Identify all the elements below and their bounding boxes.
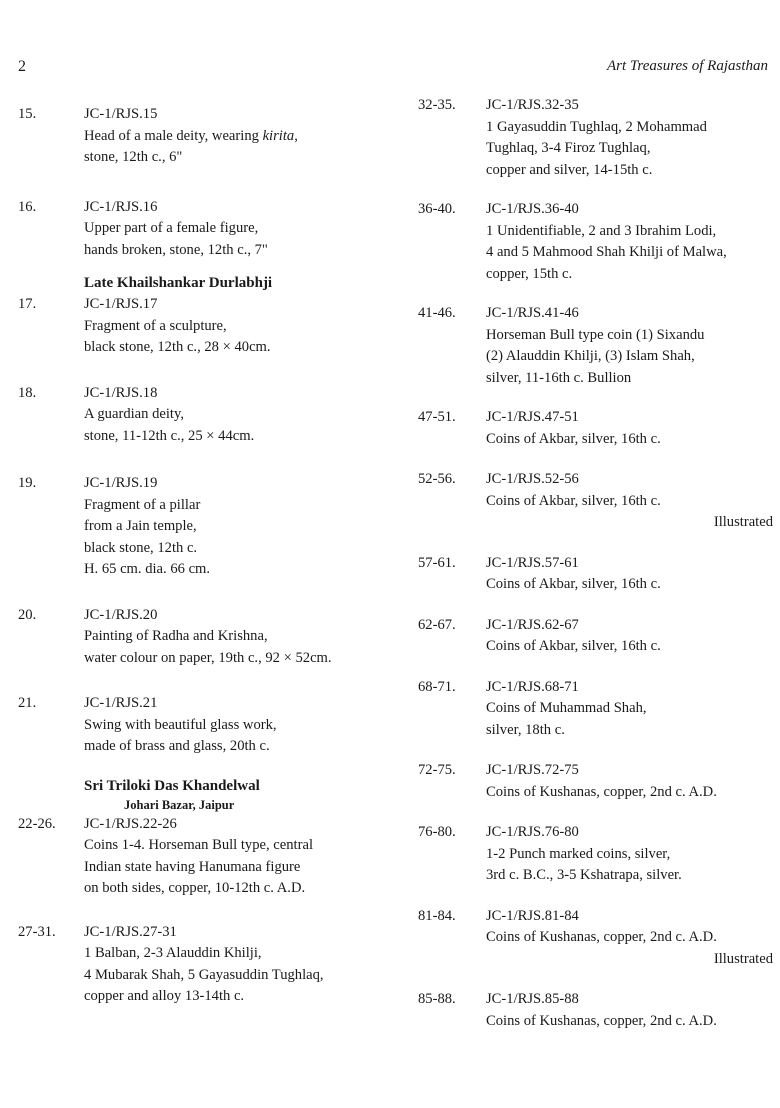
accession-number: JC-1/RJS.57-61 (486, 554, 579, 571)
catalogue-entry (18, 473, 378, 581)
entry-line: Fragment of a sculpture, (84, 317, 227, 334)
catalogue-entry (18, 693, 378, 758)
entry-number: 81-84. (418, 907, 456, 924)
accession-number: JC-1/RJS.19 (84, 475, 158, 491)
entry-line: H. 65 cm. dia. 66 cm. (84, 561, 211, 577)
entry-body (84, 473, 378, 581)
entry-line: stone, 11-12th c., 25 × 44cm. (84, 427, 255, 444)
accession-number: JC-1/RJS.36-40 (486, 201, 579, 217)
entry-number: 20. (18, 606, 37, 623)
entry-body (486, 677, 773, 742)
text-run: , (294, 127, 298, 144)
entry-number: 17. (18, 296, 37, 312)
catalogue-entry (18, 605, 378, 670)
catalogue-entry (18, 197, 378, 262)
entry-number: 52-56. (418, 471, 456, 487)
entry-number: 76-80. (418, 824, 456, 840)
entry-line: A guardian deity, (84, 406, 184, 422)
entry-line (84, 126, 378, 148)
catalogue-entry (418, 199, 773, 285)
catalogue-entry (418, 303, 773, 389)
entry-line: Coins 1-4. Horseman Bull type, central (84, 837, 313, 853)
entry-number: 32-35. (418, 97, 456, 113)
entry-line: 1-2 Punch marked coins, silver, (486, 845, 671, 862)
entry-line: Horseman Bull type coin (1) Sixandu (486, 326, 705, 343)
entry-line: 4 Mubarak Shah, 5 Gayasuddin Tughlaq, (84, 966, 324, 983)
entry-body (84, 197, 378, 262)
entry-line: hands broken, stone, 12th c., 7" (84, 241, 268, 258)
entry-body (486, 760, 773, 803)
entry-body (84, 294, 378, 359)
entry-line: Coins of Kushanas, copper, 2nd c. A.D. (486, 929, 717, 945)
entry-line: 1 Gayasuddin Tughlaq, 2 Mohammad (486, 118, 707, 135)
catalogue-entry (18, 383, 378, 448)
entry-line: Tughlaq, 3-4 Firoz Tughlaq, (486, 140, 651, 156)
text-run: Head of a male deity, wearing (84, 127, 263, 144)
italic-term: kirita (262, 127, 295, 144)
accession-number: JC-1/RJS.62-67 (486, 616, 579, 633)
entry-line: on both sides, copper, 10-12th c. A.D. (84, 880, 306, 896)
entry-body (84, 605, 378, 670)
entry-line: copper, 15th c. (486, 265, 573, 282)
entry-number: 36-40. (418, 201, 456, 217)
catalogue-entry (418, 677, 773, 742)
accession-number: JC-1/RJS.16 (84, 198, 158, 215)
entry-number: 41-46. (418, 305, 456, 321)
entry-body (84, 693, 378, 758)
entry-body (486, 822, 773, 887)
accession-number: JC-1/RJS.20 (84, 606, 158, 623)
catalogue-entry (418, 407, 773, 450)
entry-line: made of brass and glass, 20th c. (84, 738, 270, 754)
entry-number: 27-31. (18, 923, 56, 940)
entry-line: water colour on paper, 19th c., 92 × 52cm. (84, 649, 332, 666)
entry-number: 85-88. (418, 991, 456, 1007)
accession-number: JC-1/RJS.32-35 (486, 97, 579, 113)
entry-number: 62-67. (418, 616, 456, 633)
accession-number: JC-1/RJS.21 (84, 695, 158, 711)
entry-line: 1 Unidentifiable, 2 and 3 Ibrahim Lodi, (486, 222, 717, 239)
entry-line: Coins of Kushanas, copper, 2nd c. A.D. (486, 783, 717, 800)
entry-line: Coins of Muhammad Shah, (486, 700, 647, 716)
left-column (18, 95, 378, 1008)
entry-line: (2) Alauddin Khilji, (3) Islam Shah, (486, 348, 695, 364)
entry-line: Indian state having Hanumana figure (84, 858, 301, 875)
entry-body (486, 469, 773, 534)
entry-line: Coins of Akbar, silver, 16th c. (486, 430, 661, 447)
entry-line: Painting of Radha and Krishna, (84, 628, 268, 644)
entry-number: 18. (18, 384, 37, 401)
entry-number: 72-75. (418, 762, 456, 778)
accession-number: JC-1/RJS.27-31 (84, 923, 177, 940)
entry-line: stone, 12th c., 6" (84, 149, 183, 165)
entry-number: 15. (18, 106, 37, 122)
entry-line: silver, 11-16th c. Bullion (486, 369, 632, 386)
catalogue-entry (418, 95, 773, 181)
entry-body (486, 407, 773, 450)
entry-line: Coins of Akbar, silver, 16th c. (486, 492, 661, 509)
section-heading: Late Khailshankar Durlabhji (84, 275, 273, 291)
entry-body (84, 104, 378, 169)
entry-line: black stone, 12th c., 28 × 40cm. (84, 339, 271, 355)
entry-line: silver, 18th c. (486, 721, 565, 738)
entry-line: Coins of Akbar, silver, 16th c. (486, 576, 661, 592)
catalogue-entry (18, 294, 378, 359)
entry-line: Coins of Akbar, silver, 16th c. (486, 638, 661, 654)
entry-line: 3rd c. B.C., 3-5 Kshatrapa, silver. (486, 867, 682, 883)
entry-body (486, 199, 773, 285)
entry-body (486, 553, 773, 596)
accession-number: JC-1/RJS.47-51 (486, 409, 579, 425)
catalogue-entry (418, 553, 773, 596)
catalogue-entry (418, 822, 773, 887)
entry-body (84, 922, 378, 1008)
entry-body (84, 814, 378, 900)
entry-body (486, 95, 773, 181)
entry-line: Upper part of a female figure, (84, 220, 259, 236)
entry-line: Swing with beautiful glass work, (84, 716, 277, 733)
section-heading: Sri Triloki Das Khandelwal (84, 777, 260, 794)
entry-body (486, 615, 773, 658)
accession-number: JC-1/RJS.17 (84, 296, 158, 312)
accession-number: JC-1/RJS.18 (84, 384, 158, 401)
entry-body (486, 303, 773, 389)
entry-line: Coins of Kushanas, copper, 2nd c. A.D. (486, 1012, 717, 1029)
entry-line: Fragment of a pillar (84, 496, 201, 513)
entry-line: black stone, 12th c. (84, 539, 198, 556)
entry-line: copper and silver, 14-15th c. (486, 161, 653, 178)
accession-number: JC-1/RJS.52-56 (486, 471, 579, 487)
accession-number: JC-1/RJS.41-46 (486, 305, 579, 321)
entry-line: copper and alloy 13-14th c. (84, 988, 245, 1004)
illustrated-note: Illustrated (713, 950, 773, 967)
entry-line: 4 and 5 Mahmood Shah Khilji of Malwa, (486, 244, 727, 260)
illustrated-note: Illustrated (713, 514, 773, 530)
catalogue-entry (418, 469, 773, 534)
catalogue-entry (418, 615, 773, 658)
accession-number: JC-1/RJS.68-71 (486, 678, 579, 695)
catalogue-entry (18, 104, 378, 169)
entry-number: 68-71. (418, 678, 456, 695)
accession-number: JC-1/RJS.15 (84, 106, 158, 122)
entry-line: 1 Balban, 2-3 Alauddin Khilji, (84, 945, 262, 961)
entry-number: 16. (18, 198, 37, 215)
entry-body (84, 383, 378, 448)
accession-number: JC-1/RJS.81-84 (486, 907, 579, 924)
page-number: 2 (18, 58, 26, 75)
entry-number: 22-26. (18, 815, 56, 832)
entry-number: 21. (18, 695, 37, 711)
catalogue-entry (418, 989, 773, 1032)
entry-body (486, 906, 773, 971)
accession-number: JC-1/RJS.22-26 (84, 815, 177, 832)
accession-number: JC-1/RJS.72-75 (486, 762, 579, 778)
catalogue-entry (18, 814, 378, 900)
entry-number: 47-51. (418, 409, 456, 425)
catalogue-entry (18, 922, 378, 1008)
entry-number: 19. (18, 475, 37, 491)
running-title: Art Treasures of Rajasthan (607, 58, 768, 74)
entry-body (486, 989, 773, 1032)
catalogue-entry (418, 760, 773, 803)
right-column (418, 95, 773, 1032)
entry-number: 57-61. (418, 554, 456, 571)
accession-number: JC-1/RJS.85-88 (486, 991, 579, 1007)
section-subheading: Johari Bazar, Jaipur (124, 797, 235, 812)
entry-line: from a Jain temple, (84, 518, 197, 534)
catalogue-entry (418, 906, 773, 971)
accession-number: JC-1/RJS.76-80 (486, 824, 579, 840)
